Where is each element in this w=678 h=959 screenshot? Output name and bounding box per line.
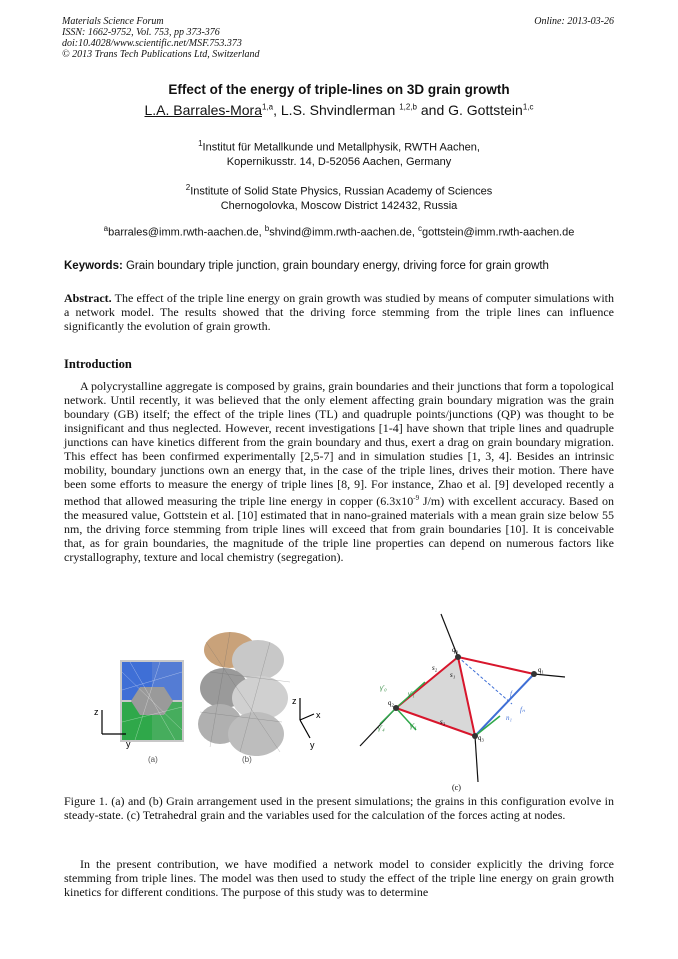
email-list bbox=[40, 224, 638, 239]
author-2-sup: 1,2,b bbox=[399, 102, 417, 112]
q1-label: q₁ bbox=[538, 666, 544, 674]
affiliation-2-line-2: Chernogolovka, Moscow District 142432, Russia bbox=[220, 199, 458, 212]
affiliation-1-line-1: Institut für Metallkunde und Metallphysik, RWTH Aachen, bbox=[202, 141, 480, 154]
doi[interactable]: doi:10.4028/www.scientific.net/MSF.753.373 bbox=[62, 38, 242, 49]
affiliation-2-line-1: Institute of Solid State Physics, Russian Academy of Sciences bbox=[190, 185, 493, 198]
journal-name: Materials Science Forum bbox=[62, 16, 164, 27]
email-c-sup: c bbox=[417, 224, 422, 233]
affiliation-2-sup: 2 bbox=[185, 183, 191, 192]
q3-label: q₃ bbox=[478, 734, 484, 742]
panel-a-label: (a) bbox=[148, 755, 158, 764]
fn-label: fₙ bbox=[520, 706, 525, 714]
panel-b-z-label: z bbox=[292, 696, 297, 706]
keywords-label: Keywords: bbox=[64, 260, 123, 272]
abstract-text: The effect of the triple line energy on grain growth was studied by means of computer simulations with a network model. The results showed that the driving force stemming from the triple lines can influence significantly the evolution of grain growth. bbox=[64, 291, 614, 333]
running-header bbox=[62, 16, 260, 60]
email-b-sup: b bbox=[264, 224, 270, 233]
affiliation-1-sup: 1 bbox=[198, 139, 203, 148]
introduction-heading: Introduction bbox=[64, 357, 132, 371]
blue-edge bbox=[475, 674, 534, 736]
gamma-1-label: γ'₁ bbox=[408, 690, 415, 698]
figure-caption: Figure 1. (a) and (b) Grain arrangement used in the present simulations; the grains in this configuration evolve in steady-state. (c) Tetrahedral grain and the variables used for the calculation of the forces acting at nodes. bbox=[64, 794, 614, 822]
f-label: f bbox=[510, 690, 512, 698]
panel-b-y-axis bbox=[300, 720, 310, 738]
intro-text-a: A polycrystalline aggregate is composed by grains, grain boundaries and their junctions that form a topological network. Until recently, it was believed that the only element affecting grain boundary migration was the grain boundary (GB) itself; the effect of the triple lines (TL) and quadruple points/junctions (QP) was thought to be insignificant and thus neglected. However, recent investigations [1-4] have shown that triple lines and quadruple junctions can have kinetics different from the grain boundary and thus, exert a drag on grain boundary migration. This effect has been confirmed experimentally [2,5-7] and in simulation studies [1, 3, 4]. Besides an intrinsic mobility, boundary junctions own an energy that, in the case of the triple lines, drives their motion. There have been some efforts to measure the energy of triple lines [8, 9]. For instance, Zhao et al. [9] developed recently a method that allowed measuring the triple line energy in copper (6.3x10 bbox=[64, 379, 614, 508]
gamma-5-label: γ'₁ bbox=[410, 722, 417, 730]
figure-panel-c bbox=[360, 614, 565, 792]
green-vector-3 bbox=[475, 716, 500, 736]
paper-title: Effect of the energy of triple-lines on 3D grain growth bbox=[168, 82, 510, 97]
green-vector-2 bbox=[380, 708, 396, 724]
abstract-label: Abstract. bbox=[64, 291, 112, 305]
author-2: L.S. Shvindlerman bbox=[280, 102, 400, 118]
author-list bbox=[40, 102, 638, 118]
next-paragraph bbox=[64, 857, 614, 899]
node-q1 bbox=[531, 671, 537, 677]
author-3-sup: 1,c bbox=[522, 102, 534, 112]
issn: ISSN: 1662-9752, Vol. 753, pp 373-376 bbox=[62, 27, 220, 38]
gamma-0-label: γ'₀ bbox=[380, 684, 387, 692]
author-sep-1: , bbox=[273, 102, 281, 118]
s3-label: s₃ bbox=[440, 718, 446, 726]
email-a[interactable]: barrales@imm.rwth-aachen.de, bbox=[108, 226, 265, 239]
panel-a-y-label: y bbox=[126, 739, 131, 749]
author-sep-2: and bbox=[416, 102, 449, 118]
abstract bbox=[64, 291, 614, 333]
figure-1 bbox=[60, 612, 620, 792]
copyright: © 2013 Trans Tech Publications Ltd, Switzerland bbox=[62, 49, 260, 60]
affiliation-1 bbox=[40, 137, 638, 169]
panel-a-z-label: z bbox=[94, 707, 99, 717]
q0-label: q₀ bbox=[452, 646, 458, 654]
gamma-4-label: γ'₄ bbox=[378, 724, 385, 732]
email-a-sup: a bbox=[103, 224, 109, 233]
keywords bbox=[64, 259, 614, 273]
author-3: G. Gottstein bbox=[448, 102, 523, 118]
q2-label: q₂ bbox=[388, 699, 394, 707]
n-label: n₁ bbox=[506, 714, 512, 722]
panel-b-y-label: y bbox=[310, 740, 315, 750]
affiliation-1-line-2: Kopernikusstr. 14, D-52056 Aachen, Germany bbox=[226, 155, 452, 168]
s1-label: s₁ bbox=[450, 671, 456, 679]
red-edge-1 bbox=[458, 657, 534, 674]
panel-b-label: (b) bbox=[242, 755, 252, 764]
node-q0 bbox=[455, 654, 461, 660]
panel-b-x-label: x bbox=[316, 710, 321, 720]
panel-c-label: (c) bbox=[452, 783, 461, 792]
email-c[interactable]: gottstein@imm.rwth-aachen.de bbox=[421, 226, 575, 239]
panel-b-x-axis bbox=[300, 714, 314, 720]
author-1-sup: 1,a bbox=[261, 102, 274, 112]
intro-text-b: J/m) with excellent accuracy. Based on the measured value, Gottstein et al. [10] estimated that in nano-grained materials with a mean grain size below 55 nm, the driving force stemming from triple lines will exceed that from grain boundaries [10]. It is conceivable that, as for grain boundaries, the magnitude of the triple line properties can depend on numerous factors like crystallography, texture and local chemistry (segregation). bbox=[64, 494, 614, 564]
tetra-edge-bottom bbox=[475, 736, 478, 782]
next-paragraph-text: In the present contribution, we have modified a network model to consider explicitly the driving force stemming from triple lines. The model was then used to study the effect of the triple line energy on grain growth kinetics for different conditions. The purpose of this study was to determine bbox=[64, 857, 614, 899]
online-date: Online: 2013-03-26 bbox=[534, 16, 614, 27]
grain-3d-bottom bbox=[228, 712, 284, 756]
intro-exponent: -9 bbox=[413, 494, 420, 502]
introduction-body bbox=[64, 379, 614, 564]
author-1: L.A. Barrales-Mora bbox=[144, 102, 262, 118]
tetra-edge-far bbox=[534, 674, 565, 677]
s2-label: s₂ bbox=[432, 664, 438, 672]
affiliation-2 bbox=[40, 181, 638, 213]
introduction-paragraph bbox=[64, 379, 614, 564]
email-b[interactable]: shvind@imm.rwth-aachen.de, bbox=[269, 226, 418, 239]
figure-panel-a bbox=[94, 660, 184, 764]
keywords-text: Grain boundary triple junction, grain boundary energy, driving force for grain growth bbox=[122, 260, 549, 272]
figure-panel-b bbox=[198, 632, 321, 764]
